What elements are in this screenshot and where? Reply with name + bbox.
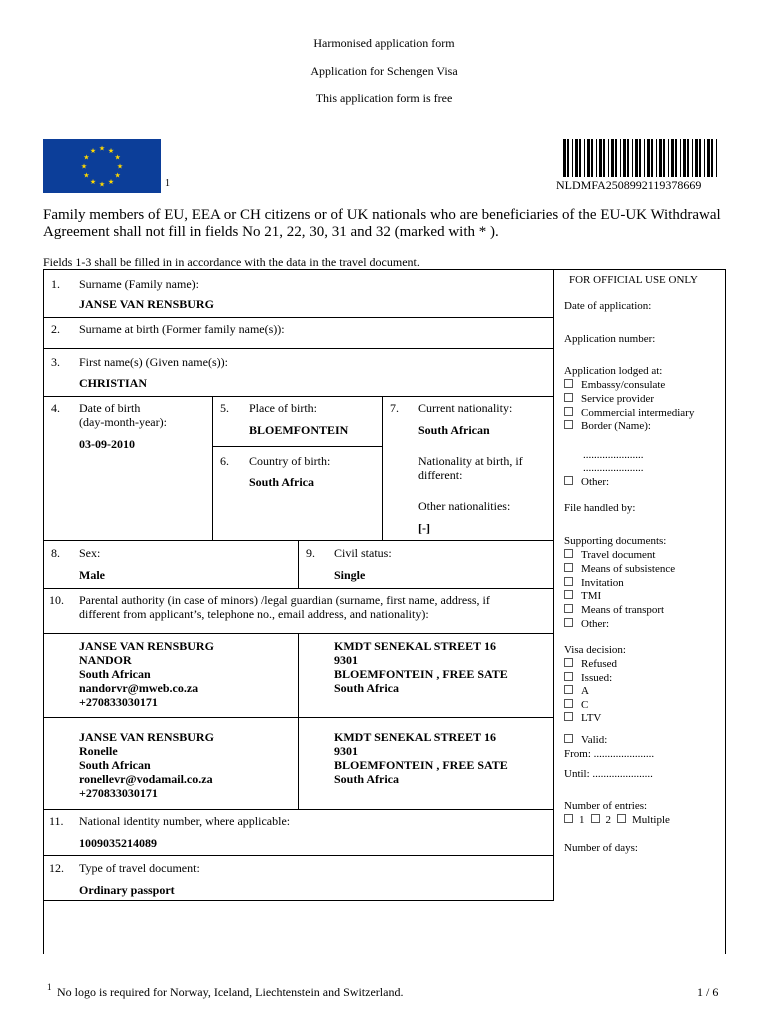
field-4-number: 4. xyxy=(51,401,60,415)
decision-option-refused: Refused xyxy=(564,658,617,672)
supporting-docs-label: Supporting documents: xyxy=(564,535,667,547)
field-5-number: 5. xyxy=(220,401,229,415)
field-7-number: 7. xyxy=(390,401,399,415)
support-option-tmi: TMI xyxy=(564,590,601,604)
barcode-bar xyxy=(707,139,710,177)
barcode-bar xyxy=(591,139,593,177)
main-right-border xyxy=(553,269,554,901)
field-11-label: National identity number, where applicable: xyxy=(79,814,291,828)
guardian-1-postcode: 9301 xyxy=(334,653,358,667)
barcode-bar xyxy=(683,139,686,177)
barcode-bar xyxy=(699,139,701,177)
barcode-bar xyxy=(675,139,677,177)
barcode-bar xyxy=(572,139,573,177)
barcode-bar xyxy=(695,139,698,177)
support-option-travel-document: Travel document xyxy=(564,549,655,563)
col-divider xyxy=(298,540,299,588)
guardian-2-email: ronellevr@vodamail.co.za xyxy=(79,772,213,786)
field-11-number: 11. xyxy=(49,814,64,828)
field-2-number: 2. xyxy=(51,322,60,336)
flag-star: ★ xyxy=(98,144,106,153)
other-nationalities-label: Other nationalities: xyxy=(418,499,511,513)
field-1-number: 1. xyxy=(51,277,60,291)
decision-option-a: A xyxy=(564,685,589,699)
checkbox[interactable] xyxy=(564,814,573,823)
barcode-number: NLDMFA2508992119378669 xyxy=(556,178,702,192)
guardian-2-first-name: Ronelle xyxy=(79,744,118,758)
guardian-1-nationality: South African xyxy=(79,667,151,681)
col-divider xyxy=(382,396,383,540)
flag-star: ★ xyxy=(89,178,97,187)
support-option-other: Other: xyxy=(564,618,609,632)
other-nationalities-value: [-] xyxy=(418,521,430,535)
barcode-bar xyxy=(663,139,665,177)
valid-from: From: ...................... xyxy=(564,748,655,760)
field-12-label: Type of travel document: xyxy=(79,861,200,875)
row-divider xyxy=(43,348,553,349)
national-id-value: 1009035214089 xyxy=(79,836,157,850)
barcode-bar xyxy=(671,139,674,177)
barcode-bar xyxy=(575,139,578,177)
guardian-1-country: South Africa xyxy=(334,681,400,695)
checkbox[interactable] xyxy=(564,549,573,558)
row-divider xyxy=(43,809,553,810)
field-10-number: 10. xyxy=(49,593,64,607)
checkbox[interactable] xyxy=(564,563,573,572)
barcode-bar xyxy=(635,139,638,177)
field-8-label: Sex: xyxy=(79,546,101,560)
field-10-label: Parental authority (in case of minors) /legal guardian (surname, first name, address, if xyxy=(79,593,490,607)
guardian-1-street: KMDT SENEKAL STREET 16 xyxy=(334,639,496,653)
field-3-label: First name(s) (Given name(s)): xyxy=(79,355,228,369)
flag-star: ★ xyxy=(114,171,121,180)
border-name-dots-2: ...................... xyxy=(583,462,644,474)
barcode-bar xyxy=(620,139,621,177)
checkbox[interactable] xyxy=(564,476,573,485)
fields-note: Fields 1-3 shall be filled in in accordance with the data in the travel document. xyxy=(43,255,420,269)
field-7-label: Current nationality: xyxy=(418,401,513,415)
official-use-title: FOR OFFICIAL USE ONLY xyxy=(569,274,698,286)
nationality-at-birth-label: Nationality at birth, if xyxy=(418,454,523,468)
guardian-1-phone: +270833030171 xyxy=(79,695,158,709)
date-of-birth-value: 03-09-2010 xyxy=(79,437,135,451)
flag-star: ★ xyxy=(89,146,97,155)
checkbox[interactable] xyxy=(564,379,573,388)
barcode-bar xyxy=(603,139,605,177)
valid-until: Until: ...................... xyxy=(564,768,653,780)
visa-decision-label: Visa decision: xyxy=(564,644,626,656)
barcode-bar xyxy=(711,139,713,177)
field-12-number: 12. xyxy=(49,861,64,875)
checkbox[interactable] xyxy=(564,577,573,586)
row-divider xyxy=(43,900,553,901)
checkbox[interactable] xyxy=(564,734,573,743)
sex-value: Male xyxy=(79,568,105,582)
flag-star: ★ xyxy=(114,153,121,162)
barcode-bar xyxy=(627,139,629,177)
field-8-number: 8. xyxy=(51,546,60,560)
barcode-bar xyxy=(599,139,602,177)
barcode-bar xyxy=(587,139,590,177)
form-top-border xyxy=(43,269,726,270)
lodged-at-label: Application lodged at: xyxy=(564,365,663,377)
number-of-days-label: Number of days: xyxy=(564,842,638,854)
checkbox[interactable] xyxy=(564,658,573,667)
nationality-at-birth-label-2: different: xyxy=(418,468,463,482)
travel-document-value: Ordinary passport xyxy=(79,883,175,897)
valid-option: Valid: xyxy=(564,734,607,748)
barcode-bar xyxy=(651,139,653,177)
lodged-option-border: Border (Name): xyxy=(564,420,651,434)
checkbox[interactable] xyxy=(564,604,573,613)
barcode-bar xyxy=(692,139,693,177)
place-of-birth-value: BLOEMFONTEIN xyxy=(249,423,349,437)
guardian-2-street: KMDT SENEKAL STREET 16 xyxy=(334,730,496,744)
field-4-label: Date of birth xyxy=(79,401,141,415)
checkbox[interactable] xyxy=(564,672,573,681)
form-free-note: This application form is free xyxy=(315,91,453,105)
form-left-border xyxy=(43,269,44,954)
checkbox[interactable] xyxy=(564,685,573,694)
decision-option-issued: Issued: xyxy=(564,672,612,686)
field-6-number: 6. xyxy=(220,454,229,468)
flag-star: ★ xyxy=(83,171,90,180)
flag-star: ★ xyxy=(83,153,90,162)
field-9-label: Civil status: xyxy=(334,546,392,560)
barcode-bar xyxy=(659,139,662,177)
lodged-option-other: Other: xyxy=(564,476,609,490)
checkbox[interactable] xyxy=(564,618,573,627)
field-4-label-format: (day-month-year): xyxy=(79,415,167,429)
row-divider xyxy=(43,588,553,589)
checkbox[interactable] xyxy=(564,699,573,708)
lodged-option-service-provider: Service provider xyxy=(564,393,654,407)
barcode-bar xyxy=(611,139,614,177)
field-3-number: 3. xyxy=(51,355,60,369)
guardian-2-info xyxy=(79,730,214,800)
barcode-bar xyxy=(668,139,669,177)
row-divider xyxy=(43,717,553,718)
checkbox[interactable] xyxy=(564,407,573,416)
barcode-bar xyxy=(563,139,566,177)
barcode-bar xyxy=(632,139,633,177)
guardian-1-surname: JANSE VAN RENSBURG xyxy=(79,639,214,653)
guardian-2-surname: JANSE VAN RENSBURG xyxy=(79,730,214,744)
checkbox[interactable] xyxy=(564,420,573,429)
flag-star: ★ xyxy=(98,180,106,189)
flag-star: ★ xyxy=(107,146,115,155)
barcode-bar xyxy=(615,139,617,177)
barcode-bar xyxy=(704,139,705,177)
barcode-bar xyxy=(579,139,581,177)
support-option-transport: Means of transport xyxy=(564,604,664,618)
barcode-bar xyxy=(716,139,717,177)
flag-star: ★ xyxy=(116,162,124,171)
guardian-1-info xyxy=(79,639,214,709)
support-option-invitation: Invitation xyxy=(564,577,624,591)
col-divider xyxy=(212,396,213,540)
checkbox[interactable] xyxy=(617,814,626,823)
col-divider xyxy=(298,633,299,809)
guardian-1-city: BLOEMFONTEIN , FREE SATE xyxy=(334,667,508,681)
lodged-option-commercial: Commercial intermediary xyxy=(564,407,694,421)
logo-footnote-ref: 1 xyxy=(165,178,170,189)
field-5-label: Place of birth: xyxy=(249,401,317,415)
row-divider xyxy=(43,317,553,318)
guardian-1-first-name: NANDOR xyxy=(79,653,132,667)
checkbox[interactable] xyxy=(564,590,573,599)
decision-option-ltv: LTV xyxy=(564,712,601,726)
barcode-image xyxy=(563,139,721,177)
checkbox[interactable] xyxy=(564,712,573,721)
row-divider xyxy=(43,396,553,397)
guardian-2-address xyxy=(334,730,508,786)
border-name-dots: ...................... xyxy=(583,449,644,461)
field-10-label-2: different from applicant’s, telephone no., email address, and nationality): xyxy=(79,607,429,621)
barcode-bar xyxy=(584,139,585,177)
guardian-2-nationality: South African xyxy=(79,758,151,772)
barcode-bar xyxy=(567,139,569,177)
barcode-bar xyxy=(639,139,641,177)
barcode-bar xyxy=(608,139,609,177)
current-nationality-value: South African xyxy=(418,423,490,437)
eu-flag-logo xyxy=(43,139,161,193)
file-handled-by-label: File handled by: xyxy=(564,502,636,514)
footnote-number: 1 xyxy=(47,982,52,992)
flag-star: ★ xyxy=(107,178,115,187)
row-divider xyxy=(212,446,382,447)
barcode-bar xyxy=(680,139,681,177)
first-name-value: CHRISTIAN xyxy=(79,376,148,390)
country-of-birth-value: South Africa xyxy=(249,475,315,489)
barcode-bar xyxy=(647,139,650,177)
barcode-bar xyxy=(644,139,645,177)
date-of-application-label: Date of application: xyxy=(564,300,652,312)
support-option-subsistence: Means of subsistence xyxy=(564,563,675,577)
field-6-label: Country of birth: xyxy=(249,454,331,468)
civil-status-value: Single xyxy=(334,568,366,582)
guardian-2-country: South Africa xyxy=(334,772,400,786)
field-1-label: Surname (Family name): xyxy=(79,277,199,291)
family-members-notice: Family members of EU, EEA or CH citizens or of UK nationals who are beneficiaries of the EU-UK Withdrawal Agreement shall not fill in fields No 21, 22, 30, 31 and 32 (marked with * ). xyxy=(43,207,721,240)
footnote-text: No logo is required for Norway, Iceland, Liechtenstein and Switzerland. xyxy=(57,985,404,999)
form-right-border xyxy=(725,269,726,954)
lodged-option-embassy: Embassy/consulate xyxy=(564,379,665,393)
barcode-bar xyxy=(656,139,657,177)
decision-option-c: C xyxy=(564,699,588,713)
guardian-1-address xyxy=(334,639,508,695)
field-2-label: Surname at birth (Former family name(s)): xyxy=(79,322,285,336)
barcode-bar xyxy=(596,139,597,177)
guardian-2-postcode: 9301 xyxy=(334,744,358,758)
checkbox[interactable] xyxy=(564,393,573,402)
field-9-number: 9. xyxy=(306,546,315,560)
barcode-bar xyxy=(623,139,626,177)
flag-star: ★ xyxy=(80,162,88,171)
checkbox[interactable] xyxy=(591,814,600,823)
page-number: 1 / 6 xyxy=(697,985,719,999)
number-of-entries-label: Number of entries: xyxy=(564,800,648,812)
surname-value: JANSE VAN RENSBURG xyxy=(79,297,214,311)
guardian-2-phone: +270833030171 xyxy=(79,786,158,800)
guardian-1-email: nandorvr@mweb.co.za xyxy=(79,681,199,695)
form-subtitle: Application for Schengen Visa xyxy=(310,64,458,78)
application-number-label: Application number: xyxy=(564,333,656,345)
entries-options: 1 2 Multiple xyxy=(564,814,670,828)
barcode-bar xyxy=(687,139,689,177)
row-divider xyxy=(43,855,553,856)
form-title: Harmonised application form xyxy=(313,36,455,50)
guardian-2-city: BLOEMFONTEIN , FREE SATE xyxy=(334,758,508,772)
